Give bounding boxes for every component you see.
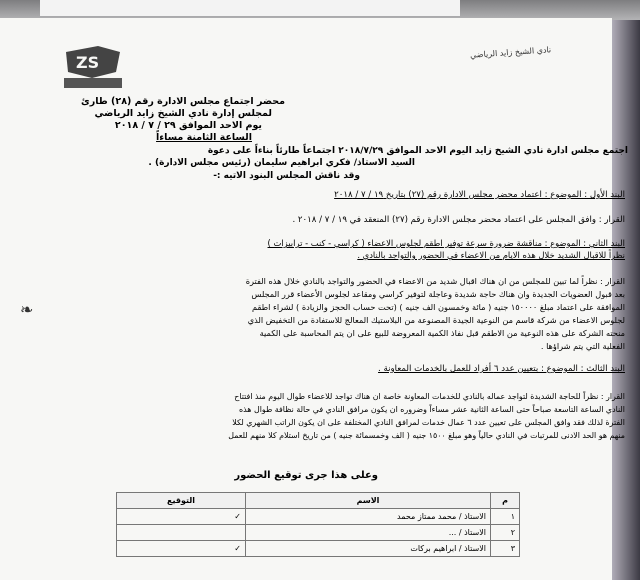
meeting-date: يوم الاحد الموافق ٢٩ / ٧ / ٢٠١٨ [114, 120, 262, 131]
row-number: ٢ [491, 525, 520, 541]
minutes-title: محضر اجتماع مجلس الادارة رقم (٢٨) طارئ [81, 96, 285, 107]
column-header-name: الاسم [246, 493, 491, 509]
signature: ✓ [117, 509, 246, 525]
item-decision: منحته الشركة على هذه النوعية من الاطقم قبل نفاذ الكمية المعروضة للبيع على ان يتم المحاسبة على الكمية [259, 328, 625, 338]
item-decision: الموافقة على اعتماد مبلغ ١٥٠٠٠٠ جنيه ( مائة وخمسون الف جنيه ) (تحت حساب الحجز والزيادة ) لشراء اطقم [252, 302, 625, 312]
member-name: الاستاذ / ... [246, 525, 491, 541]
table-row [117, 541, 520, 557]
intro-line: وقد ناقش المجلس البنود الاتيه :- [213, 171, 360, 181]
item-decision: الفترة لذلك فقد وافق المجلس على تعيين عدد ٦ عمال خدمات لمرافق النادي المختلفة على ان يكون الراتب الشهري لكلا [232, 418, 625, 427]
column-header-signature: التوقيع [117, 493, 246, 509]
handwritten-note: نادي الشيخ زايد الرياضي [469, 45, 552, 60]
table-row [117, 509, 520, 525]
club-logo [58, 42, 128, 92]
intro-line: السيد الاستاذ/ فكري ابراهيم سليمان (رئيس مجلس الادارة) . [148, 158, 415, 168]
column-header-num: م [491, 493, 520, 509]
item-decision: القرار : نظراً للحاجة الشديدة لتواجد عماله بالنادي للخدمات المعاونة خاصة ان هناك تواجد للاعضاء طوال اليوم منذ افتتاح [234, 392, 625, 401]
row-number: ١ [491, 509, 520, 525]
item-decision: النادي الساعة التاسعة صباحاً حتى الساعة الثانية عشر مساءاً وضروره ان يكون مرافق النادي في حالة نظافة طوال هذه [239, 405, 625, 414]
item-title: نظراً للاقبال الشديد خلال هذه الايام من الاعضاء في الحضور والتواجد بالنادي . [357, 250, 625, 260]
member-name: الاستاذ / محمد ممتاز محمد [246, 509, 491, 525]
previous-page-edge [40, 0, 460, 16]
margin-mark: ❧ [20, 300, 34, 319]
svg-text:ZS: ZS [76, 53, 100, 72]
meeting-time: الساعة الثامنة مساءاً [156, 132, 252, 143]
signature [117, 525, 246, 541]
table-header-row [117, 493, 520, 509]
item-decision: القرار : وافق المجلس على اعتماد محضر مجلس الادارة رقم (٢٧) المنعقد في ١٩ / ٧ / ٢٠١٨ . [292, 215, 625, 225]
signatures-table [116, 492, 520, 557]
item-title: البند الثالث : الموضوع : بتعيين عدد ٦ أفراد للعمل بالخدمات المعاونة . [378, 364, 625, 374]
item-decision: القرار : نظراً لما تبين للمجلس من ان هناك اقبال شديد من الاعضاء في الحضور والتواجد بالنادي خلال هذه الفترة [245, 276, 625, 286]
row-number: ٣ [491, 541, 520, 557]
signature: ✓ [117, 541, 246, 557]
item-decision: لجلوس الاعضاء من شركة قاسم من النوعية الجيدة المصنوعة من البلاستيك المعالج للاستفادة من التخفيض الذي [247, 315, 625, 325]
board-name: لمجلس إدارة نادي الشيخ زايد الرياضي [94, 108, 272, 119]
background-right [610, 20, 640, 580]
item-decision: الفعلية التي يتم شراؤها . [540, 341, 625, 351]
item-decision: منهم هو الحد الادنى للمرتبات في النادي حالياً وهو مبلغ ١٥٠٠ جنيه ( الف وخمسمائة جنيه ) من تاريخ استلام كلا منهم للعمل [228, 431, 625, 440]
item-title: البند الثاني : الموضوع : مناقشة ضرورة سرعة توفير اطقم لجلوس الاعضاء ( كراسي - كنب - ترابيزات ) [267, 238, 625, 248]
member-name: الاستاذ / ابراهيم بركات [246, 541, 491, 557]
table-row [117, 525, 520, 541]
item-title: البند الأول : الموضوع : اعتماد محضر مجلس الادارة رقم (٢٧) بتاريخ ١٩ / ٧ / ٢٠١٨ [334, 190, 625, 200]
intro-line: اجتمع مجلس ادارة نادي الشيخ زايد اليوم الاحد الموافق ٢٠١٨/٧/٢٩ اجتماعاً طارئاً بناءاً على دعوة [207, 146, 628, 156]
item-decision: بعد قبول العضويات الجديدة وان هناك حاجة شديدة وعاجلة لتوفير كراسي ومقاعد لجلوس الأعضاء قرر المجلس [251, 289, 625, 299]
signatures-title: وعلى هذا جرى توقيع الحضور [234, 470, 378, 481]
